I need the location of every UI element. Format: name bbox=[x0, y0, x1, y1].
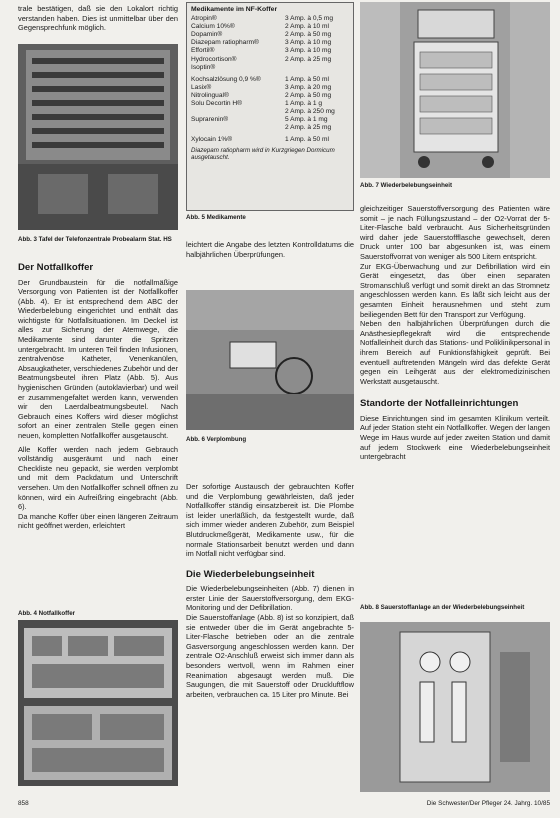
column-2-body bbox=[186, 482, 354, 699]
medication-row: Solu Decortin H® 1 Amp. à 1 g bbox=[191, 100, 323, 108]
wiederbelebung-paragraph-2: Die Sauerstoffanlage (Abb. 8) ist so konzipiert, daß sie entweder über die im Gerät angebrachte 5-Liter-Flasche betrieben oder an die zentrale Gasversorgung angeschlossen werden kann. Der zentrale O2-Anschluß erweist sich immer dann als besonders wertvoll, wenn im Rahmen einer Reanimation abgesaugt werden muß. Die Saugungen, die mit Sauerstoff oder Druckluftflow arbeiten, verbrauchen ca. 15 Liter pro Minute. Bei bbox=[186, 613, 354, 699]
column-3-paragraph-2: Zur EKG-Überwachung und zur Defibrillation wird ein Gerät eingesetzt, das über einen separaten Stromanschluß verfügt und somit direkt an das Stromnetz angeschlossen werden kann. Es läßt sich leicht aus der gesamten Einheit herausnehmen und steht zum beiliegenden Bett für den Transport zur Verfügung. bbox=[360, 261, 550, 319]
medication-row: Dopamin® 2 Amp. à 50 mg bbox=[191, 31, 332, 39]
figure-7-photo bbox=[360, 2, 550, 178]
column-1-body bbox=[18, 258, 178, 531]
medication-row: Calcium 10%® 2 Amp. à 10 ml bbox=[191, 23, 329, 31]
figure-7-caption: Abb. 7 Wiederbelebungseinheit bbox=[360, 182, 453, 189]
figure-3-caption: Abb. 3 Tafel der Telefonzentrale Probealarm Stat. HS bbox=[18, 236, 172, 243]
medication-row: Diazepam ratiopharm® 3 Amp. à 10 mg bbox=[191, 39, 332, 47]
column-1 bbox=[18, 4, 178, 33]
intro-paragraph: trale bestätigen, daß sie den Lokalort richtig verstanden haben. Dies ist unmittelbar über den Gegensprechfunk möglich. bbox=[18, 4, 178, 33]
medication-row: Xylocain 1%® 1 Amp. à 50 ml bbox=[191, 136, 329, 144]
medication-row: 2 Amp. à 250 mg bbox=[285, 108, 335, 116]
column-2-paragraph-top: leichtert die Angabe des letzten Kontrolldatums die halbjährlichen Überprüfungen. bbox=[186, 240, 354, 259]
journal-footer: Die Schwester/Der Pfleger 24. Jahrg. 10/85 bbox=[426, 800, 550, 807]
figure-4-photo bbox=[18, 620, 178, 786]
page-number: 858 bbox=[18, 800, 29, 807]
figure-4-caption: Abb. 4 Notfallkoffer bbox=[18, 610, 76, 617]
medication-row: Suprarenin® 5 Amp. à 1 mg bbox=[191, 116, 328, 124]
medication-row: Isoptin® bbox=[191, 63, 216, 71]
heading-notfallkoffer: Der Notfallkoffer bbox=[18, 262, 94, 273]
heading-standorte: Standorte der Notfalleinrichtungen bbox=[360, 398, 519, 410]
column-3-paragraph-4: Diese Einrichtungen sind im gesamten Klinikum verteilt. Auf jeder Station steht ein Notfallkoffer. Wegen der langen Wege im Haus wurde auf jeder zweiten Station und damit auf jedem Stockwerk eine Wiederbelebungseinheit untergebracht bbox=[360, 413, 550, 462]
medication-note: Diazepam ratiopharm wird in Kurzgriegen Dormicum ausgetauscht. bbox=[191, 146, 335, 162]
medication-row: Effortil® 3 Amp. à 10 mg bbox=[191, 47, 332, 55]
figure-6-caption: Abb. 6 Verplombung bbox=[186, 436, 247, 443]
column-3-paragraph-3: Neben den halbjährlichen Überprüfungen durch die Anästhesiepflegekraft wird die entsprechende Notfalleinheit durch das Stations- und Poliklinikpersonal in ihrem Bereich auf Funktionsfähigkeit geprüft. Bei eventuell auftretenden Mängeln wird das defekte Gerät gegen ein Leihgerät aus der elektromedizinischen Werkstatt ausgetauscht. bbox=[360, 319, 550, 386]
notfallkoffer-paragraph-3: Da manche Koffer über einen längeren Zeitraum nicht geöffnet werden, erleichtert bbox=[18, 511, 178, 531]
medication-row: 2 Amp. à 25 mg bbox=[285, 124, 332, 132]
medication-row: Atropin® 3 Amp. à 0,5 mg bbox=[191, 15, 334, 23]
figure-6-photo bbox=[186, 290, 354, 430]
notfallkoffer-paragraph-2: Alle Koffer werden nach jedem Gebrauch vollständig ausgeräumt und nach einer Checkliste neu gepackt, sie werden verplombt und mit dem Packdatum und Unterschrift versehen. Um den Notfallkoffer schnell öffnen zu können, wird ein Aufreißring eingebracht (Abb. 6). bbox=[18, 444, 178, 512]
column-2-paragraph-mid: Der sofortige Austausch der gebrauchten Koffer und die Verplombung gewährleisten, daß jeder Notfallkoffer ständig einsatzbereit ist. Die Plombe ist leider unerläßlich, da festgestellt wurde, daß sich immer wieder anderen Zubehör, zum Beispiel Blutdruckmeßgerät, Medikamente usw., für die normale Stationsarbeit benutzt werden und dann im Notfall nicht verfügbar sind. bbox=[186, 482, 354, 559]
medication-table bbox=[186, 2, 354, 211]
medication-row: Kochsalzlösung 0,9 %® 1 Amp. à 50 ml bbox=[191, 75, 329, 83]
figure-5-caption: Abb. 5 Medikamente bbox=[186, 214, 246, 221]
medication-row: Hydrocortison® 2 Amp. à 25 mg bbox=[191, 55, 332, 63]
medication-table-title: Medikamente im NF-Koffer bbox=[191, 6, 278, 13]
figure-3-photo bbox=[18, 44, 178, 230]
column-2-top bbox=[186, 240, 354, 259]
column-3-paragraph-1: gleichzeitiger Sauerstoffversorgung des Patienten wäre somit – je nach Füllungszustand – der O2-Vorrat der 5-Liter-Flasche bald verbraucht. Aus Sicherheitsgründen wird daher jede Sauerstoffflasche gewechselt, deren Druck unter 100 bar abgesunken ist, was einem Sauerstoffvorrat von weniger als 500 Litern entspricht. bbox=[360, 204, 550, 261]
notfallkoffer-paragraph-1: Der Grundbaustein für die notfallmäßige Versorgung von Patienten ist der Notfallkoffer (Abb. 4). Er ist entsprechend dem ABC der Wiederbelebung eingerichtet und enthält das wichtigste für Notfallsituationen. Im Deckel ist alles zur Sicherung der Atemwege, die Medikamente sind darunter die Spritzen untergebracht. Im unteren Teil finden Infusionen, zentralvenöse Katheter, Venenkanülen, Absaugkatheter, verschiedenes Zubehör und der Beatmungsbeutel ihren Platz (Abb. 5). Aus hygienischen Gründen (autoklavierbar) und weil er zusammengefaltet werden kann, verwenden wir den Laerdalbeatmungsbeutel. Nach Gebrauch eines Koffers wird dieser möglichst sofort an einer zentralen Stelle gegen einen neuen, kompletten Notfallkoffer ausgetauscht. bbox=[18, 277, 178, 440]
figure-8-caption: Abb. 8 Sauerstoffanlage an der Wiederbelebungseinheit bbox=[360, 604, 525, 611]
medication-row: Lasix® 3 Amp. à 20 mg bbox=[191, 83, 332, 91]
medication-row: Nitrolingual® 2 Amp. à 50 mg bbox=[191, 91, 332, 99]
column-3-body bbox=[360, 204, 550, 462]
figure-8-photo bbox=[360, 622, 550, 792]
wiederbelebung-paragraph-1: Die Wiederbelebungseinheiten (Abb. 7) dienen in erster Linie der Sauerstoffversorgung, dem EKG-Monitoring und der Defibrillation. bbox=[186, 584, 354, 613]
heading-wiederbelebungseinheit: Die Wiederbelebungseinheit bbox=[186, 568, 315, 580]
